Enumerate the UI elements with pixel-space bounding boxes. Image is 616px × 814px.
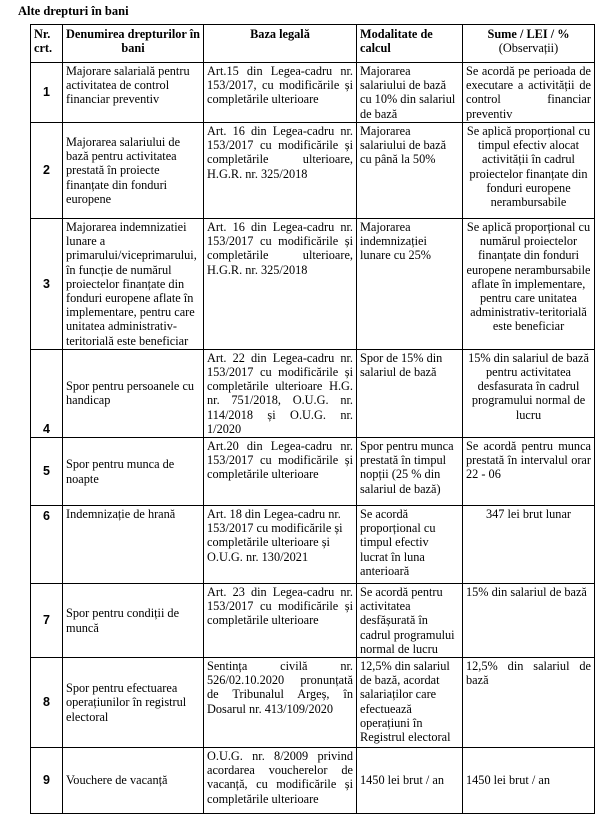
row-number: 9 [31,748,63,814]
header-nr: Nr. crt. [31,25,63,63]
header-denumire: Denumirea drepturilor în bani [63,25,204,63]
row-modalitate: Majorarea indemnizației lunare cu 25% [357,219,463,350]
row-baza-legala: Art. 16 din Legea-cadru nr. 153/2017 cu modificările și completările ulterioare, H.G.R. nr. 325/2018 [204,123,357,219]
row-number: 1 [31,63,63,123]
header-modalitate: Modalitate de calcul [357,25,463,63]
row-modalitate: Spor de 15% din salariul de bază [357,349,463,437]
row-denumire: Indemnizație de hrană [63,506,204,584]
row-sume: Se aplică proporțional cu numărul proiectelor finanțate din fonduri europene nerambursabile aflate în implementare, pentru care unitatea administrativ-teritorială este beneficiar [463,219,595,350]
row-number: 8 [31,658,63,748]
table-row [31,748,595,814]
row-sume: 1450 lei brut / an [463,748,595,814]
row-denumire: Majorarea salariului de bază pentru activitatea prestată în proiecte finanțate din fonduri europene [63,123,204,219]
table-row [31,349,595,437]
row-baza-legala: Art.20 din Legea-cadru nr. 153/2017 cu modificările și completările ulterioare [204,438,357,506]
row-number: 4 [31,349,63,437]
row-sume: 15% din salariul de bază pentru activitatea desfasurata în cadrul programului normal de lucru [463,349,595,437]
row-sume: 15% din salariul de bază [463,584,595,658]
table-row [31,63,595,123]
row-sume: Se aplică proporțional cu timpul efectiv alocat activității în cadrul proiectelor finanțate din fonduri europene nerambursabile [463,123,595,219]
table-row [31,506,595,584]
header-baza-legala: Baza legală [204,25,357,63]
row-sume: Se acordă pe perioada de executare a activității de control financiar preventiv [463,63,595,123]
header-sume [463,25,595,63]
row-baza-legala: Art. 18 din Legea-cadru nr. 153/2017 cu modificările și completările ulterioare și O.U.G. nr. 130/2021 [204,506,357,584]
row-number: 3 [31,219,63,350]
row-sume: Se acordă pentru munca prestată în intervalul orar 22 - 06 [463,438,595,506]
row-denumire: Majorarea indemnizatiei lunare a primarului/viceprimarului, în funcție de numărul proiectelor finanțate din fonduri europene aflate în implementare, pentru care unitatea administrativ-teritorială este beneficiar [63,219,204,350]
header-sume-label: Sume / LEI / % [487,27,570,41]
row-baza-legala: Sentința civilă nr. 526/02.10.2020 pronunțată de Tribunalul Argeș, în Dosarul nr. 413/109/2020 [204,658,357,748]
row-modalitate: Majorarea salariului de bază cu 10% din salariul de bază [357,63,463,123]
section-title: Alte drepturi în bani [18,4,129,18]
row-number: 7 [31,584,63,658]
row-denumire: Spor pentru munca de noapte [63,438,204,506]
header-sume-sub: (Observații) [498,41,559,56]
row-modalitate: 1450 lei brut / an [357,748,463,814]
table-row [31,219,595,350]
row-denumire: Spor pentru efectuarea operațiunilor în registrul electoral [63,658,204,748]
rights-table [30,24,595,814]
row-sume: 347 lei brut lunar [463,506,595,584]
row-number: 5 [31,438,63,506]
table-row [31,438,595,506]
table-header-row [31,25,595,63]
row-denumire: Spor pentru condiții de muncă [63,584,204,658]
row-denumire: Vouchere de vacanță [63,748,204,814]
row-modalitate: Spor pentru munca prestată în timpul nopții (25 % din salariul de bază) [357,438,463,506]
row-number: 2 [31,123,63,219]
row-baza-legala: Art. 22 din Legea-cadru nr. 153/2017 cu modificările și completările ulterioare H.G. nr. 751/2018, O.U.G. nr. 114/2018 și O.U.G. nr. 1/2020 [204,349,357,437]
row-modalitate: Majorarea salariului de bază cu până la 50% [357,123,463,219]
table-row [31,584,595,658]
row-baza-legala: Art. 16 din Legea-cadru nr. 153/2017 cu modificările și completările ulterioare, H.G.R. nr. 325/2018 [204,219,357,350]
row-denumire: Majorare salarială pentru activitatea de control financiar preventiv [63,63,204,123]
row-modalitate: 12,5% din salariul de bază, acordat salariaților care efectuează operațiuni în Registrul electoral [357,658,463,748]
row-modalitate: Se acordă pentru activitatea desfășurată în cadrul programului normal de lucru [357,584,463,658]
row-sume: 12,5% din salariul de bază [463,658,595,748]
row-baza-legala: Art. 23 din Legea-cadru nr. 153/2017 cu modificările și completările ulterioare [204,584,357,658]
row-modalitate: Se acordă proporțional cu timpul efectiv lucrat în luna anterioară [357,506,463,584]
row-baza-legala: Art.15 din Legea-cadru nr. 153/2017, cu modificările și completările ulterioare [204,63,357,123]
table-row [31,658,595,748]
row-baza-legala: O.U.G. nr. 8/2009 privind acordarea voucherelor de vacanță, cu modificările și completările ulterioare [204,748,357,814]
row-denumire: Spor pentru persoanele cu handicap [63,349,204,437]
row-number: 6 [31,506,63,584]
table-row [31,123,595,219]
